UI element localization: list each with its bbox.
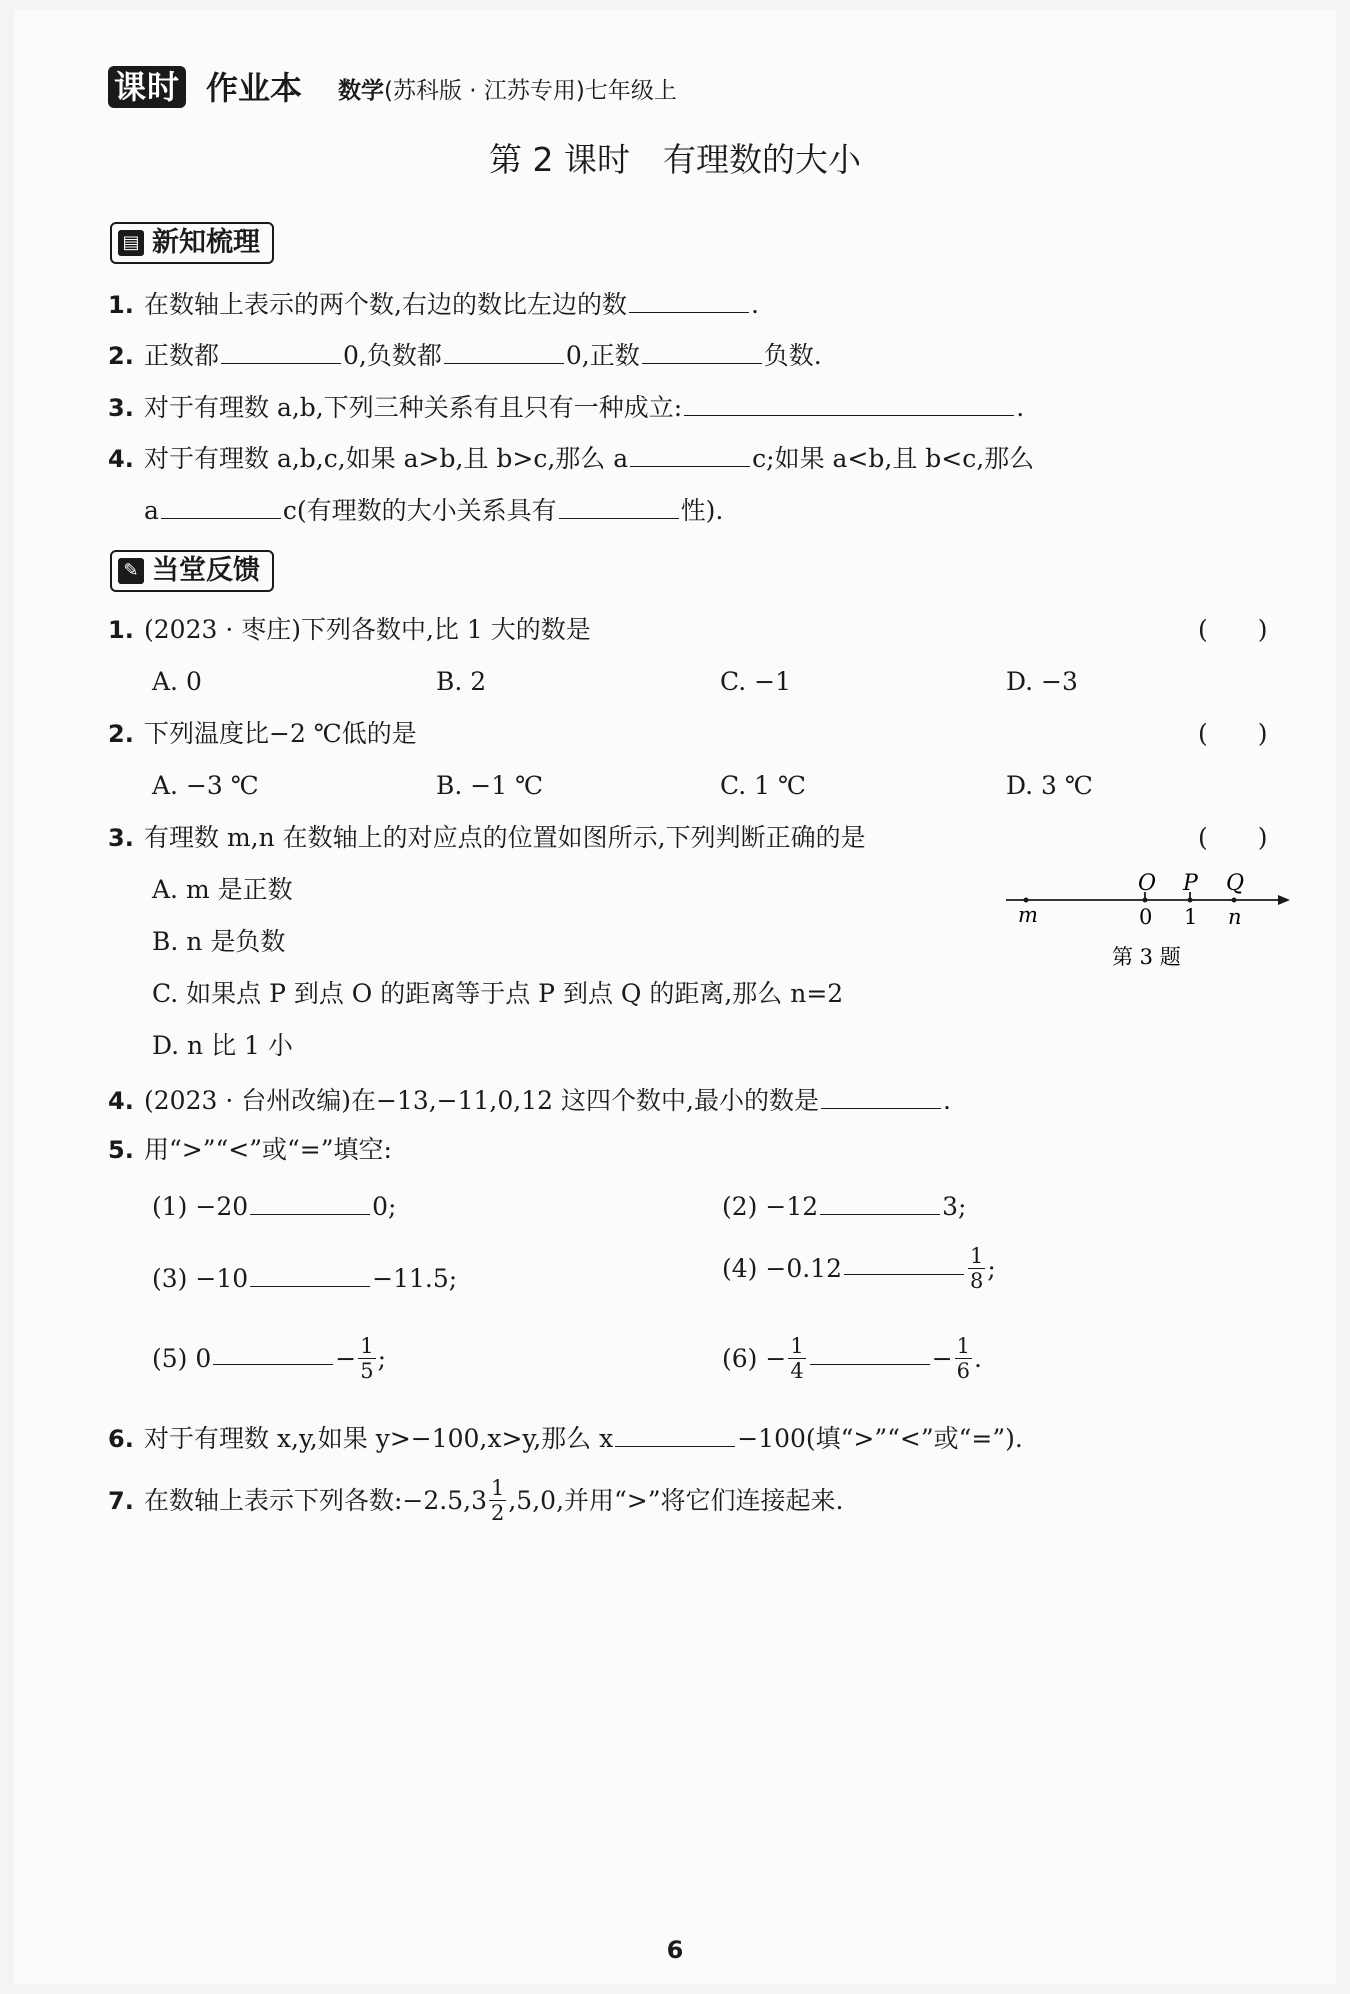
- question-3-stem: [108, 820, 866, 856]
- item-text: .: [1016, 393, 1025, 422]
- answer-blank[interactable]: [444, 335, 564, 364]
- q5-item-2: (2) −12 3;: [722, 1186, 966, 1225]
- answer-blank[interactable]: [559, 490, 679, 519]
- label-zero: 0: [1139, 905, 1153, 929]
- q5-item-3: (3) −10 −11.5;: [152, 1258, 457, 1297]
- answer-blank[interactable]: [630, 438, 750, 467]
- page-title: 第 2 课时 有理数的大小: [489, 140, 861, 179]
- item-text: 对于有理数 a,b,c,如果 a>b,且 b>c,那么 a: [144, 444, 629, 473]
- question-number: 2.: [108, 720, 134, 748]
- xinzhi-item-4-cont: [144, 490, 723, 529]
- question-text: 在数轴上表示下列各数:−2.5,3: [144, 1485, 487, 1515]
- number-line-figure: [1000, 868, 1300, 978]
- fraction: $\frac{1}{8}$: [970, 1244, 984, 1293]
- pencil-icon: ✎: [118, 558, 144, 584]
- answer-blank[interactable]: [629, 284, 749, 313]
- option-b[interactable]: B. n 是负数: [152, 927, 286, 956]
- question-text: −100(填“>”“<”或“=”).: [737, 1424, 1023, 1453]
- question-number: 1.: [108, 616, 134, 644]
- point-p: [1188, 898, 1193, 903]
- question-number: 5.: [108, 1136, 134, 1164]
- option-c[interactable]: C. −1: [720, 667, 791, 696]
- point-o: [1143, 898, 1148, 903]
- point-q: [1232, 898, 1237, 903]
- brand-subtitle: 作业本: [206, 69, 303, 107]
- question-text: ,5,0,并用“>”将它们连接起来.: [508, 1485, 844, 1515]
- section-fankui-heading: [110, 550, 274, 592]
- question-text: 有理数 m,n 在数轴上的对应点的位置如图所示,下列判断正确的是: [144, 823, 866, 852]
- option-c[interactable]: C. 1 ℃: [720, 771, 806, 800]
- question-text: 下列温度比−2 ℃低的是: [144, 719, 417, 748]
- item-number: 3.: [108, 394, 134, 422]
- answer-blank[interactable]: [213, 1336, 333, 1365]
- label-q: Q: [1226, 871, 1245, 896]
- label-o: O: [1138, 871, 1157, 896]
- xinzhi-item-4: [108, 438, 1034, 477]
- item-text: 在数轴上表示的两个数,右边的数比左边的数: [144, 290, 627, 319]
- question-2-stem: [108, 716, 417, 752]
- fraction: $\frac{1}{2}$: [490, 1476, 505, 1525]
- fraction: $\frac{1}{6}$: [956, 1334, 971, 1383]
- item-number: 2.: [108, 342, 134, 370]
- item-number: 1.: [108, 291, 134, 319]
- section-xinzhi-label: 新知梳理: [152, 227, 260, 258]
- answer-blank[interactable]: [684, 387, 1014, 416]
- label-m: m: [1018, 903, 1038, 927]
- question-1-stem: [108, 612, 591, 648]
- question-text: (2023 · 台州改编)在−13,−11,0,12 这四个数中,最小的数是: [144, 1086, 819, 1115]
- label-n: n: [1228, 905, 1242, 929]
- option-d[interactable]: D. −3: [1006, 667, 1078, 696]
- question-4: [108, 1080, 951, 1119]
- option-d[interactable]: D. 3 ℃: [1006, 771, 1093, 800]
- q5-item-6: (6) − $\frac{1}{4}$ − $\frac{1}{6}$ .: [722, 1334, 982, 1383]
- question-number: 7.: [108, 1486, 134, 1515]
- question-text: 对于有理数 x,y,如果 y>−100,x>y,那么 x: [144, 1424, 614, 1453]
- answer-paren[interactable]: ( ): [1198, 615, 1268, 644]
- item-text: 性).: [680, 496, 724, 525]
- answer-blank[interactable]: [844, 1246, 964, 1275]
- question-number: 3.: [108, 824, 134, 852]
- option-a[interactable]: A. m 是正数: [152, 875, 293, 904]
- question-text: 用“>”“<”或“=”填空:: [144, 1135, 392, 1164]
- answer-blank[interactable]: [250, 1258, 370, 1287]
- xinzhi-item-2: [108, 335, 822, 374]
- answer-blank[interactable]: [821, 1080, 941, 1109]
- book-icon: ▤: [118, 230, 144, 256]
- item-text: 0,负数都: [343, 341, 442, 370]
- question-7: [108, 1476, 843, 1525]
- fraction: $\frac{1}{5}$: [360, 1334, 374, 1383]
- answer-blank[interactable]: [642, 335, 762, 364]
- brand-logo: 课时: [108, 66, 186, 108]
- question-5-stem: [108, 1132, 392, 1168]
- point-m: [1024, 898, 1029, 903]
- item-text: 正数都: [144, 341, 220, 370]
- question-text: .: [942, 1086, 951, 1115]
- fraction: $\frac{1}{4}$: [790, 1334, 804, 1383]
- option-a[interactable]: A. −3 ℃: [152, 771, 259, 800]
- item-text: 对于有理数 a,b,下列三种关系有且只有一种成立:: [144, 393, 683, 422]
- course-info: [338, 76, 677, 106]
- figure-caption: 第 3 题: [1112, 945, 1181, 969]
- item-text: c(有理数的大小关系具有: [282, 496, 557, 525]
- axis-arrow-icon: [1278, 895, 1290, 905]
- item-text: .: [750, 290, 759, 319]
- question-text: (2023 · 枣庄)下列各数中,比 1 大的数是: [144, 615, 591, 644]
- xinzhi-item-1: [108, 284, 759, 323]
- page-number: 6: [666, 1936, 684, 1964]
- answer-paren[interactable]: ( ): [1198, 823, 1268, 852]
- option-b[interactable]: B. 2: [436, 667, 487, 696]
- course-subject: 数学: [338, 78, 384, 104]
- option-c[interactable]: C. 如果点 P 到点 O 的距离等于点 P 到点 Q 的距离,那么 n=2: [152, 979, 844, 1008]
- answer-paren[interactable]: ( ): [1198, 719, 1268, 748]
- option-b[interactable]: B. −1 ℃: [436, 771, 544, 800]
- item-text: 负数.: [763, 341, 822, 370]
- section-xinzhi-heading: [110, 222, 274, 264]
- answer-blank[interactable]: [810, 1336, 930, 1365]
- answer-blank[interactable]: [250, 1186, 370, 1215]
- item-number: 4.: [108, 445, 134, 473]
- option-a[interactable]: A. 0: [152, 667, 202, 696]
- item-text: 0,正数: [565, 341, 640, 370]
- item-text: c;如果 a<b,且 b<c,那么: [752, 444, 1035, 473]
- answer-blank[interactable]: [161, 490, 281, 519]
- q5-item-1: (1) −20 0;: [152, 1186, 396, 1225]
- item-text: a: [144, 496, 159, 525]
- section-fankui-label: 当堂反馈: [152, 555, 260, 586]
- question-number: 6.: [108, 1425, 134, 1453]
- q5-item-4: (4) −0.12 $\frac{1}{8}$ ;: [722, 1244, 996, 1293]
- question-number: 4.: [108, 1087, 134, 1115]
- question-6: [108, 1418, 1023, 1457]
- answer-blank[interactable]: [820, 1186, 940, 1215]
- label-p: P: [1183, 871, 1198, 896]
- q5-item-5: (5) 0 − $\frac{1}{5}$ ;: [152, 1334, 387, 1383]
- xinzhi-item-3: [108, 387, 1024, 426]
- label-one: 1: [1184, 905, 1198, 929]
- course-edition: (苏科版 · 江苏专用)七年级上: [384, 78, 677, 104]
- answer-blank[interactable]: [221, 335, 341, 364]
- option-d[interactable]: D. n 比 1 小: [152, 1031, 293, 1060]
- answer-blank[interactable]: [615, 1418, 735, 1447]
